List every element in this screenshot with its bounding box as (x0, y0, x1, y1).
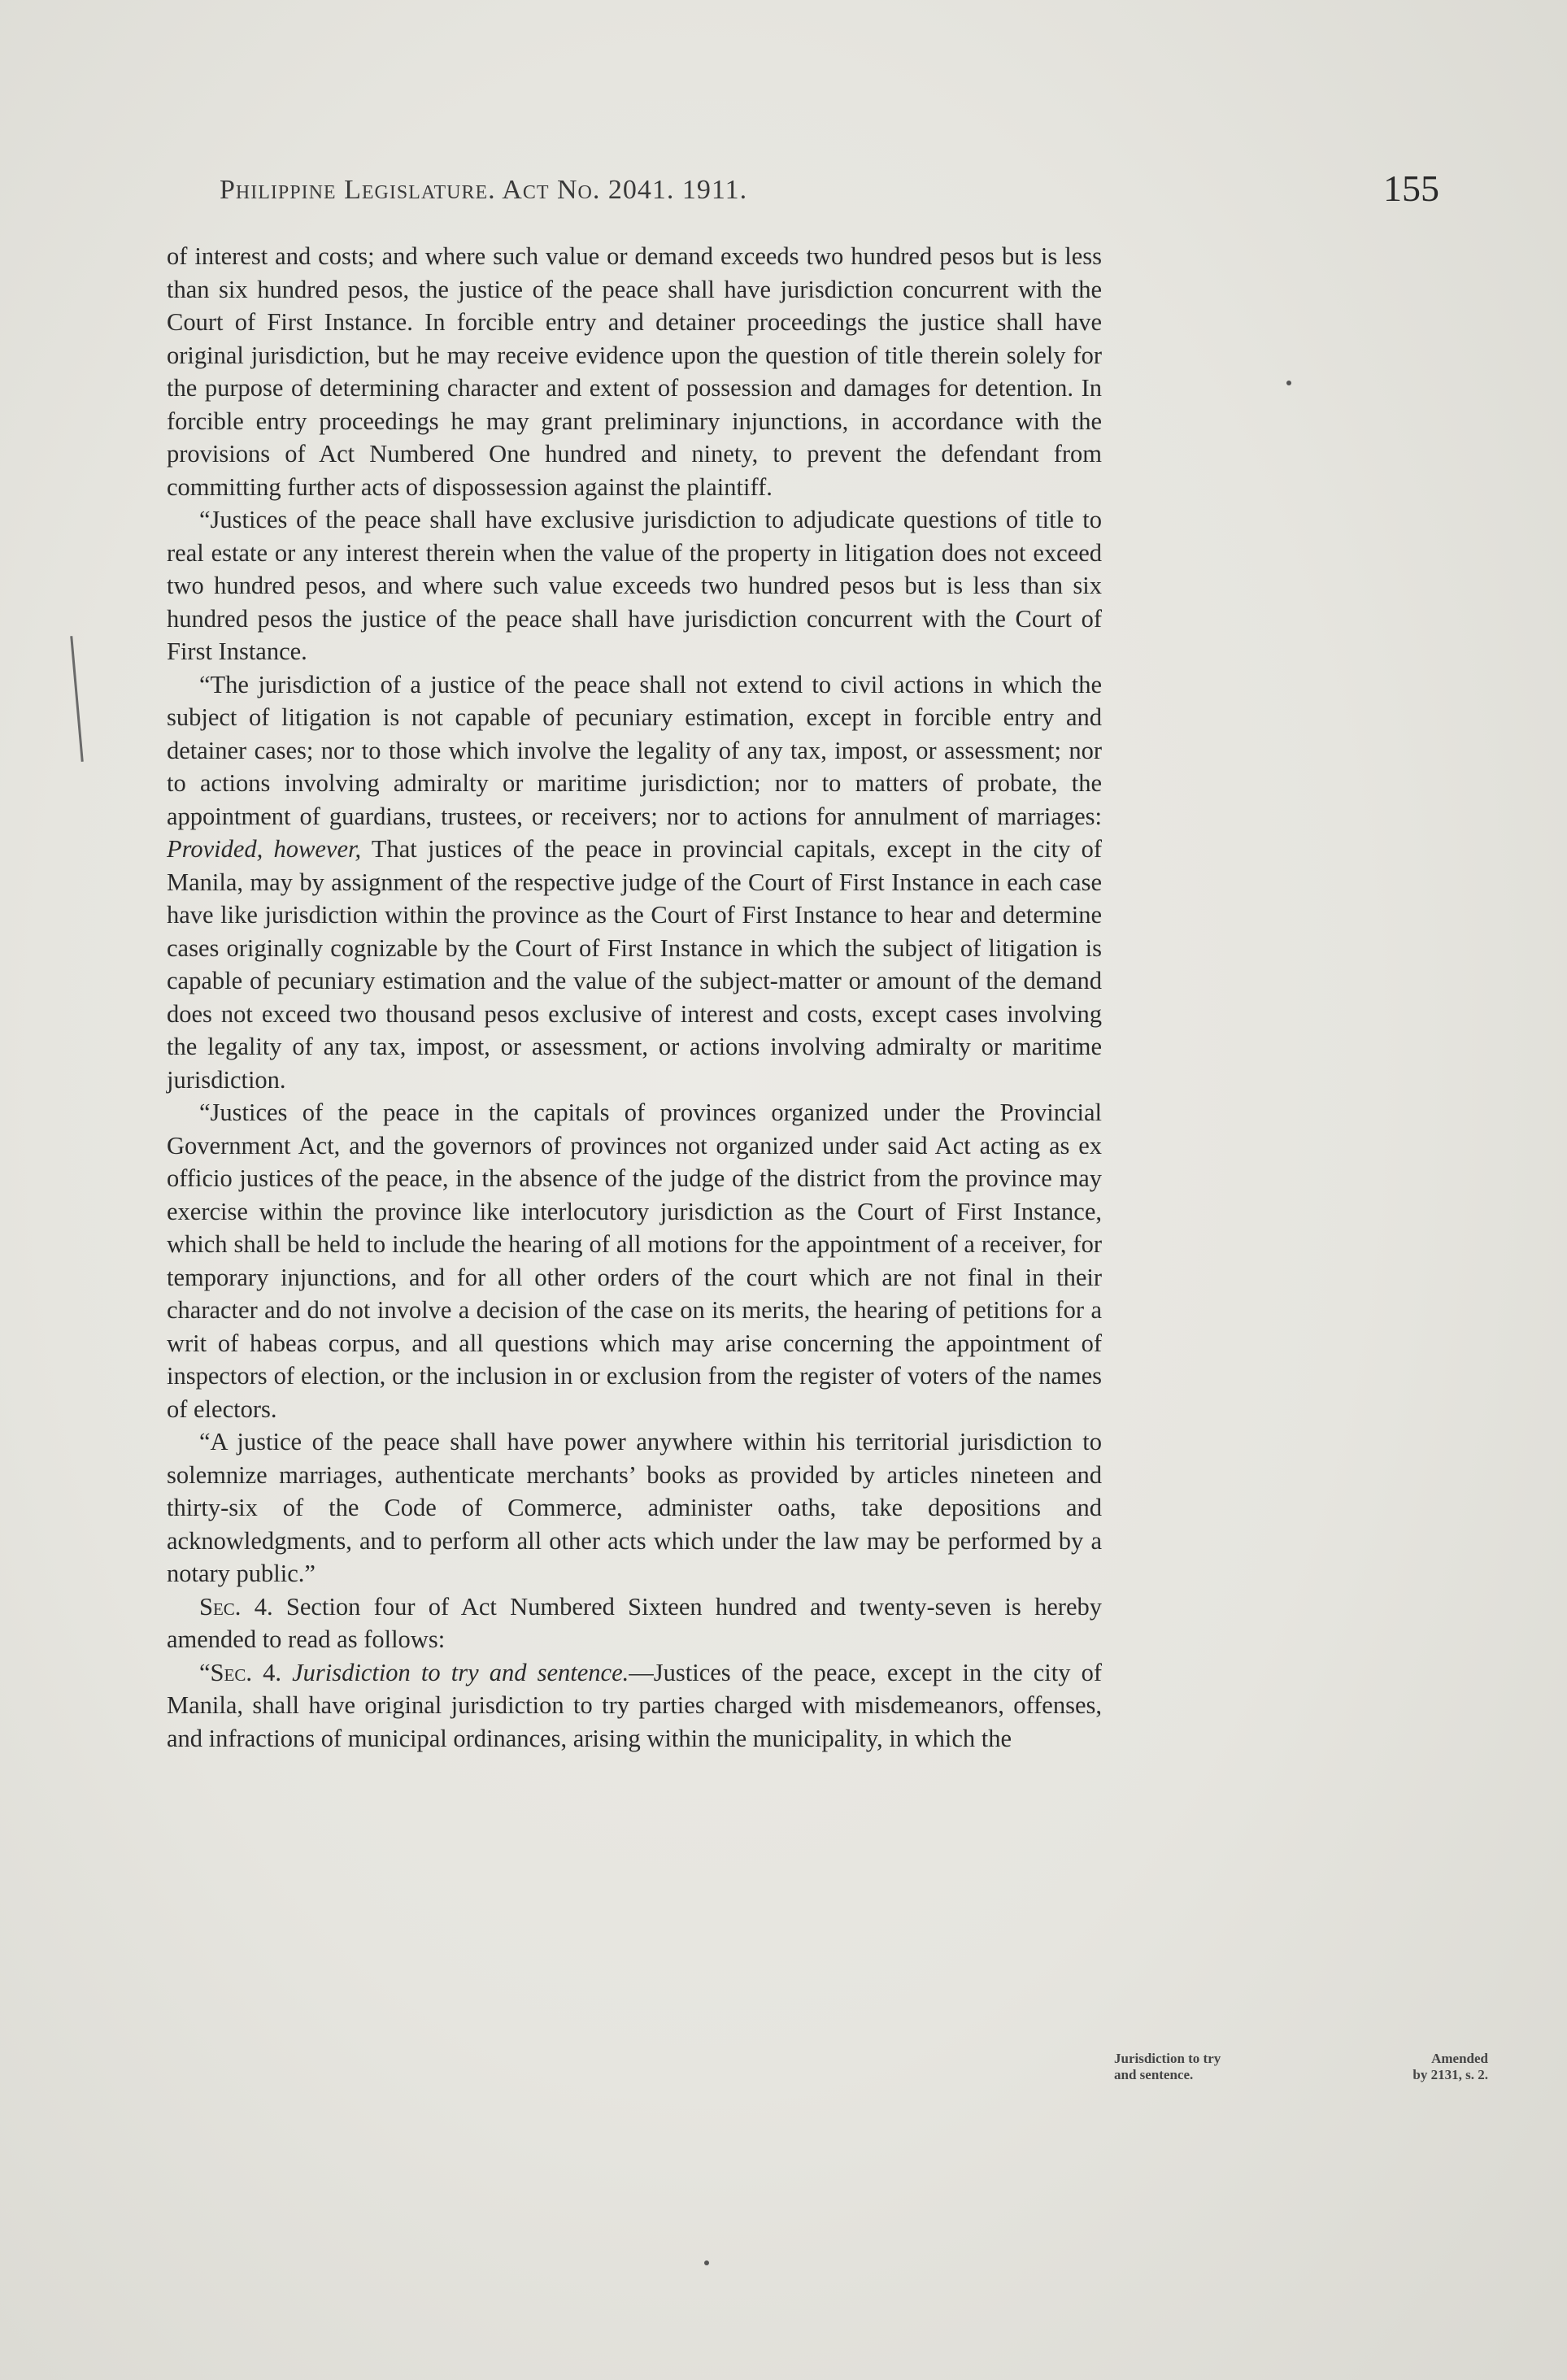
paragraph-6 (167, 1590, 1102, 1656)
paragraph-5: “A justice of the peace shall have power anywhere within his territorial jurisdiction to solemnize marriages, authenticate merchants’ books as provided by articles nineteen and thirty-six of the Code of Commerce, administer oaths, take depositions and acknowledgments, and to perform all other acts which under the law may be performed by a notary public.” (167, 1428, 1102, 1587)
page-header (220, 167, 1439, 215)
side-note-jurisdiction (1114, 2051, 1325, 2083)
ink-speck (704, 2260, 709, 2265)
section-4-label: “Sec. 4. (199, 1658, 281, 1686)
side-note-2-line-2: by 2131, s. 2. (1412, 2067, 1488, 2082)
margin-mark (70, 636, 83, 762)
ink-speck (1286, 381, 1291, 385)
paragraph-7 (167, 1656, 1102, 1756)
side-note-amended (1366, 2051, 1488, 2083)
section-heading-italic: Jurisdiction to try and sentence. (292, 1658, 629, 1686)
running-head: Philippine Legislature. Act No. 2041. 1911. (220, 175, 748, 205)
proviso-italic: Provided, however, (167, 835, 362, 863)
page-number: 155 (1383, 168, 1439, 209)
side-note-2-line-1: Amended (1431, 2051, 1488, 2066)
paragraph-4: “Justices of the peace in the capitals of provinces organized under the Provincial Government Act, and the governors of provinces not organized under said Act acting as ex officio justices of the peace, in the absence of the judge of the district from the province may exercise within the province like interlocutory jurisdiction as the Court of First Instance, which shall be held to include the hearing of all motions for the appointment of a receiver, for temporary injunctions, and for all other orders of the court which are not final in their character and do not involve a decision of the case on its merits, the hearing of petitions for a writ of habeas corpus, and all questions which may arise concerning the appointment of inspectors of election, or the inclusion in or exclusion from the register of voters of the names of electors. (167, 1099, 1102, 1423)
paragraph-3-part-a: “The jurisdiction of a justice of the peace shall not extend to civil actions in which the subject of litigation is not capable of pecuniary estimation, except in forcible entry and detainer cases; nor to those which involve the legality of any tax, impost, or assessment; nor to actions involving admiralty or maritime jurisdiction; nor to matters of probate, the appointment of guardians, trustees, or receivers; nor to actions for annulment of marriages: (167, 670, 1102, 830)
side-note-1-line-2: and sentence. (1114, 2067, 1194, 2082)
paragraph-1: of interest and costs; and where such value or demand exceeds two hundred pesos but is less than six hundred pesos, the justice of the peace shall have jurisdiction concurrent with the Court of First Instance. In forcible entry and detainer proceedings the justice shall have original jurisdiction, but he may receive evidence upon the question of title therein solely for the purpose of determining character and extent of possession and damages for detention. In forcible entry proceedings he may grant preliminary injunctions, in accordance with the provisions of Act Numbered One hundred and ninety, to prevent the defendant from committing further acts of dispossession against the plaintiff. (167, 242, 1102, 501)
paragraph-3-part-b: That justices of the peace in provincial capitals, except in the city of Manila, may by assignment of the respective judge of the Court of First Instance in each case have like jurisdiction within the province as the Court of First Instance to hear and determine cases originally cognizable by the Court of First Instance in which the subject of litigation is capable of pecuniary estimation and the value of the subject-matter or amount of the demand does not exceed two thousand pesos exclusive of interest and costs, except cases involving the legality of any tax, impost, or assessment, or actions involving admiralty or maritime jurisdiction. (167, 835, 1103, 1094)
side-note-1-line-1: Jurisdiction to try (1114, 2051, 1221, 2066)
paragraph-6-text: 4. Section four of Act Numbered Sixteen hundred and twenty-seven is hereby amended to read as follows: (167, 1592, 1102, 1653)
paragraph-3 (167, 668, 1102, 1097)
section-label: Sec. (199, 1592, 242, 1621)
paragraph-2: “Justices of the peace shall have exclusive jurisdiction to adjudicate questions of title to real estate or any interest therein when the value of the property in litigation does not exceed two hundred pesos, and where such value exceeds two hundred pesos but is less than six hundred pesos the justice of the peace shall have jurisdiction concurrent with the Court of First Instance. (167, 506, 1102, 665)
paragraph-7-text: —Justices of the peace, except in the city of Manila, shall have original jurisdiction to try parties charged with misdemeanors, offenses, and infractions of municipal ordinances, arising within the municipality, in which the (167, 1658, 1103, 1752)
body-text (167, 240, 1102, 1755)
